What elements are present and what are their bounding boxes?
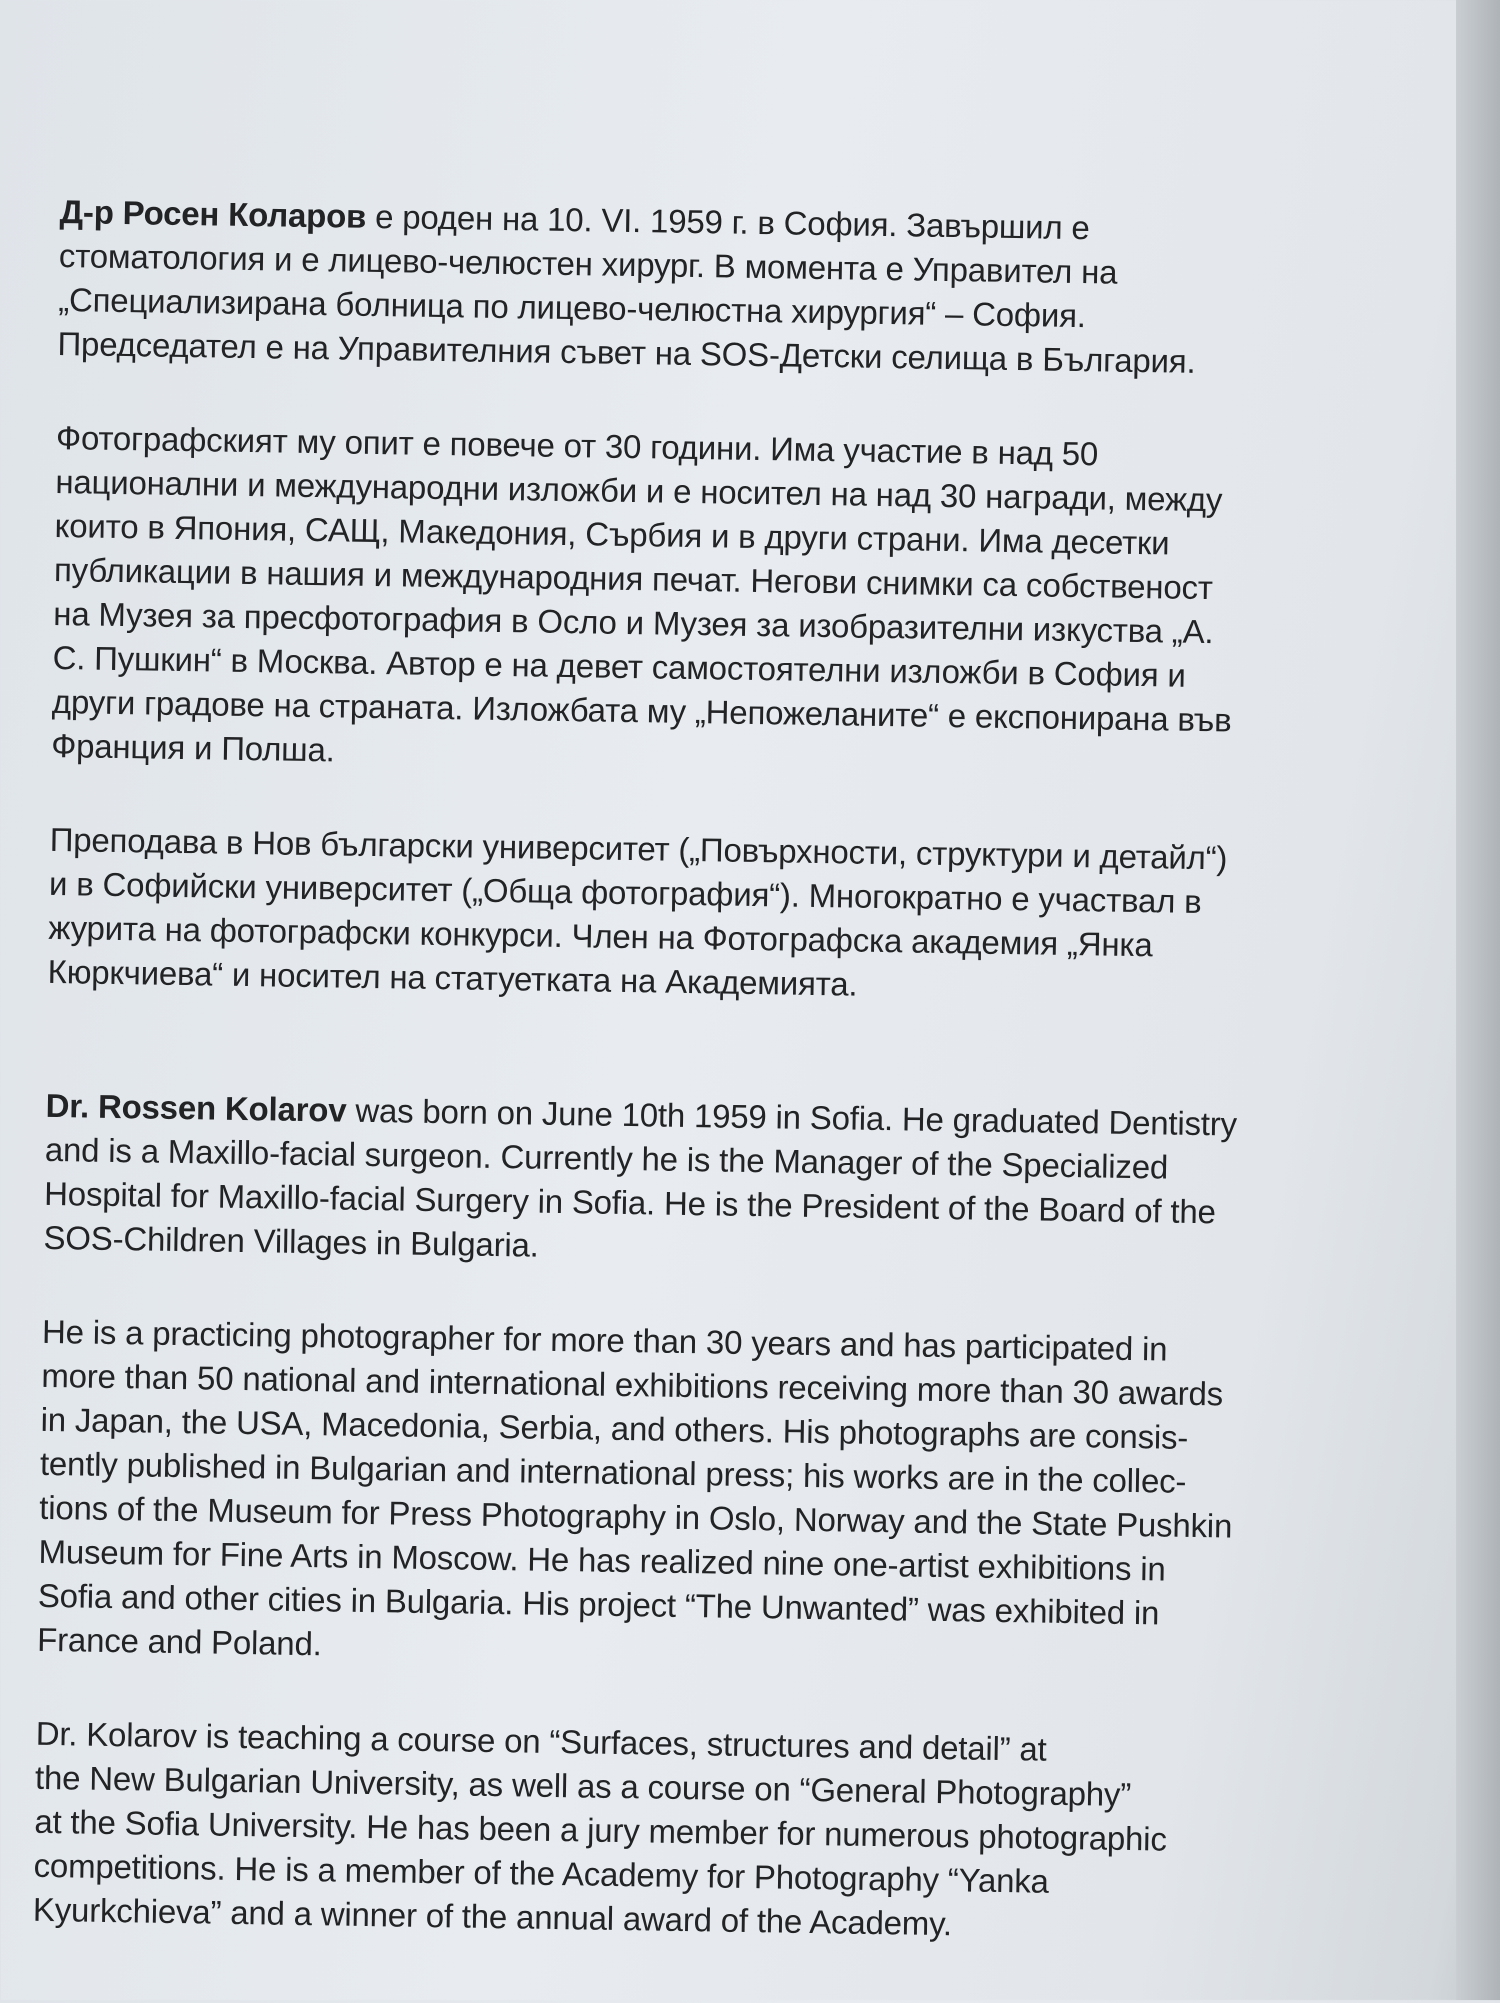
bulgarian-section	[47, 190, 1419, 1015]
text-line: Франция и Полша.	[50, 726, 335, 769]
bg-paragraph-intro	[57, 190, 1420, 387]
text-line: in Japan, the USA, Macedonia, Serbia, and others. His photographs are consis-	[40, 1400, 1189, 1456]
text-line: които в Япония, САЩ, Македония, Сърбия и в други страни. Има десетки	[54, 506, 1170, 562]
page-edge-shadow	[1456, 0, 1500, 2000]
text-line: други градове на страната. Изложбата му „Непожеланите“ е експонирана във	[51, 682, 1232, 739]
text-line: more than 50 national and international exhibitions receiving more than 30 awards	[41, 1356, 1224, 1413]
en-paragraph-intro	[43, 1084, 1406, 1281]
text-line: competitions. He is a member of the Academy for Photography “Yanka	[33, 1846, 1050, 1900]
text-line: and is a Maxillo-facial surgeon. Currently he is the Manager of the Specialized	[44, 1130, 1169, 1186]
text-line: на Музея за пресфотография в Осло и Музея за изобразителни изкуства „А.	[53, 594, 1214, 651]
text-line: tently published in Bulgarian and international press; his works are in the collec-	[39, 1444, 1187, 1500]
text-line: С. Пушкин“ в Москва. Автор е на девет самостоятелни изложби в София и	[52, 638, 1186, 694]
text-line: Kyurkchieva” and a winner of the annual award of the Academy.	[32, 1890, 953, 1943]
en-paragraph-teaching	[33, 1712, 1396, 1953]
text-line: Кюркчиева“ и носител на статуетката на Академията.	[47, 952, 858, 1003]
text-line: журита на фотографски конкурси. Член на Фотографска академия „Янка	[48, 908, 1153, 964]
text-line: SOS-Children Villages in Bulgaria.	[43, 1218, 539, 1264]
bg-paragraph-photography	[51, 416, 1416, 789]
bg-author-name: Д-р Росен Коларов	[59, 192, 367, 235]
text-line: „Специализирана болница по лицево-челюстна хирургия“ – София.	[57, 280, 1087, 335]
text-line: He is a practicing photographer for more than 30 years and has participated in	[41, 1312, 1168, 1368]
text-line: национални и международни изложби и е носител на над 30 награди, между	[55, 462, 1223, 519]
text-line: Dr. Rossen Kolarov was born on June 10th 1959 in Sofia. He graduated Dentistry	[45, 1086, 1238, 1143]
biography-page	[32, 190, 1420, 2003]
text-line: Председател е на Управителния съвет на SOS-Детски селища в България.	[57, 324, 1196, 380]
text-line: стоматология и е лицево-челюстен хирург. В момента е Управител на	[58, 236, 1118, 291]
text-line: Museum for Fine Arts in Moscow. He has realized nine one-artist exhibitions in	[38, 1532, 1166, 1588]
text-line: и в Софийски университет („Обща фотография“). Многократно е участвал в	[48, 864, 1202, 921]
text-line: Hospital for Maxillo-facial Surgery in Sofia. He is the President of the Board of the	[43, 1174, 1216, 1231]
text-line: Преподава в Нов български университет („Повърхности, структури и детайл“)	[49, 820, 1228, 877]
text-line: France and Poland.	[36, 1620, 322, 1663]
text-line: at the Sofia University. He has been a jury member for numerous photographic	[34, 1802, 1167, 1858]
text-line: tions of the Museum for Press Photography in Oslo, Norway and the State Pushkin	[39, 1488, 1233, 1545]
text-line: Д-р Росен Коларов е роден на 10. VI. 1959 г. в София. Завършил е	[59, 192, 1090, 247]
text-line: Фотографският му опит е повече от 30 години. Има участие в над 50	[55, 418, 1099, 473]
en-author-name: Dr. Rossen Kolarov	[45, 1086, 347, 1129]
english-section	[33, 1084, 1406, 1953]
text-line: Sofia and other cities in Bulgaria. His project “The Unwanted” was exhibited in	[37, 1576, 1160, 1632]
text-line: the New Bulgarian University, as well as a course on “General Photography”	[34, 1758, 1132, 1814]
text-line: Dr. Kolarov is teaching a course on “Surfaces, structures and detail” at	[35, 1714, 1047, 1768]
en-paragraph-photography	[37, 1310, 1402, 1683]
text-line: публикации в нашия и международния печат. Негови снимки са собственост	[53, 550, 1214, 607]
bg-paragraph-teaching	[47, 818, 1410, 1015]
